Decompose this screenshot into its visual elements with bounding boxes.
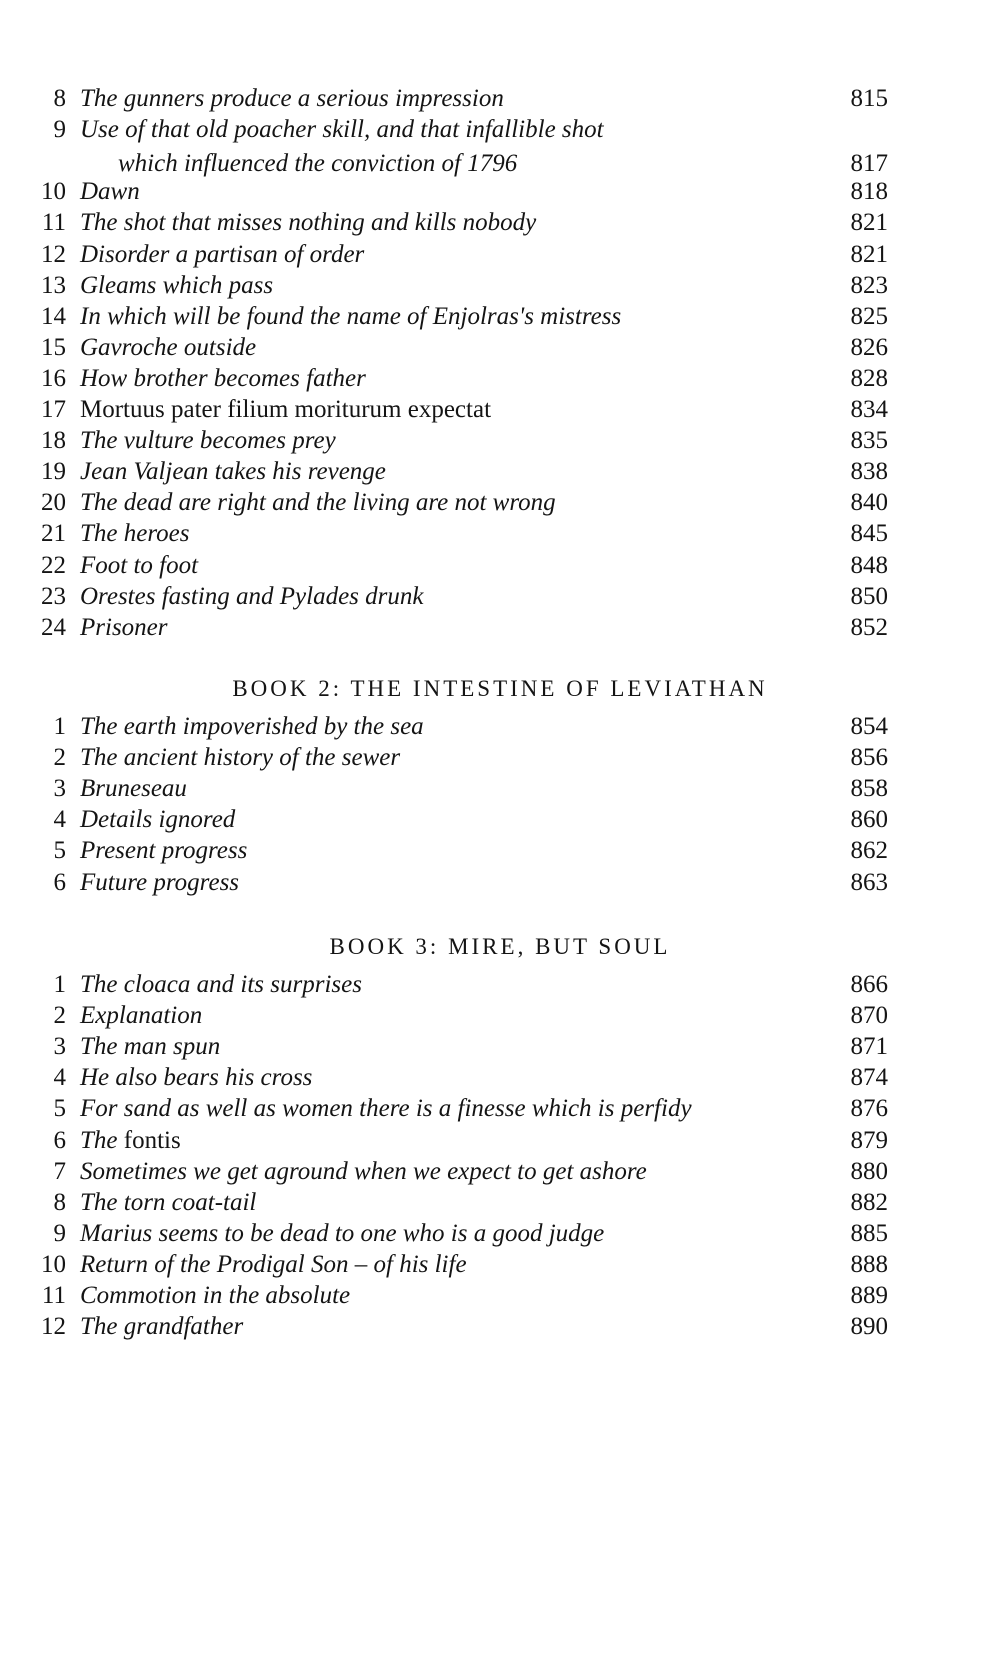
chapter-title-text: Bruneseau bbox=[80, 775, 187, 803]
chapter-title bbox=[80, 206, 536, 240]
toc-entry bbox=[0, 1124, 1000, 1158]
page-number: 890 bbox=[850, 1313, 888, 1341]
toc-entry bbox=[0, 517, 1000, 551]
toc-entry bbox=[0, 999, 1000, 1033]
chapter-number: 14 bbox=[41, 302, 66, 330]
toc-entry bbox=[0, 331, 1000, 365]
chapter-title-text: The earth impoverished by the sea bbox=[80, 713, 424, 740]
toc-entry bbox=[0, 113, 1000, 181]
toc-entry bbox=[0, 1217, 1000, 1251]
toc-entry bbox=[0, 611, 1000, 645]
toc-entry bbox=[0, 393, 1000, 427]
chapter-title bbox=[80, 175, 140, 209]
chapter-number: 19 bbox=[41, 458, 66, 486]
chapter-title bbox=[80, 331, 256, 365]
toc-entry bbox=[0, 362, 1000, 396]
chapter-title-text: How brother becomes father bbox=[80, 364, 366, 392]
page-number: 874 bbox=[850, 1064, 888, 1092]
chapter-number: 13 bbox=[41, 271, 66, 299]
page-number: 840 bbox=[850, 489, 888, 517]
chapter-title bbox=[80, 999, 202, 1033]
chapter-title bbox=[80, 517, 189, 551]
chapter-number: 9 bbox=[53, 1219, 66, 1247]
chapter-title-text: Jean Valjean takes his revenge bbox=[80, 458, 386, 486]
toc-entry bbox=[0, 710, 1000, 744]
toc-entry bbox=[0, 238, 1000, 272]
page-number: 835 bbox=[850, 427, 888, 455]
chapter-title-text: Use of that old poacher skill, and that infallible shot bbox=[80, 116, 604, 144]
chapter-title-text: The ancient history of the sewer bbox=[80, 744, 401, 772]
chapter-title-text: Explanation bbox=[80, 1002, 203, 1030]
chapter-number: 16 bbox=[41, 364, 66, 392]
page-number: 888 bbox=[850, 1250, 888, 1278]
chapter-title bbox=[80, 866, 239, 900]
chapter-number: 10 bbox=[41, 178, 66, 206]
chapter-number: 12 bbox=[41, 240, 66, 268]
chapter-number: 4 bbox=[53, 806, 66, 834]
page-number: 834 bbox=[850, 396, 888, 423]
chapter-number: 8 bbox=[53, 1188, 66, 1216]
page-number: 871 bbox=[850, 1033, 888, 1061]
chapter-title-text: The dead are right and the living are not wrong bbox=[80, 489, 556, 517]
page-number: 821 bbox=[850, 209, 888, 237]
chapter-number: 10 bbox=[41, 1250, 66, 1278]
toc-entry bbox=[0, 1248, 1000, 1282]
chapter-title bbox=[80, 1061, 312, 1095]
chapter-title-text: Disorder a partisan of order bbox=[80, 240, 365, 268]
chapter-number: 24 bbox=[41, 613, 66, 641]
chapter-number: 21 bbox=[41, 520, 66, 548]
chapter-title-roman: fontis bbox=[123, 1126, 181, 1154]
chapter-title bbox=[80, 834, 247, 868]
chapter-title bbox=[80, 1124, 181, 1158]
chapter-number: 8 bbox=[53, 85, 66, 112]
chapter-title-text: Orestes fasting and Pylades drunk bbox=[80, 582, 424, 610]
chapter-title-text: In which will be found the name of Enjolras's mistress bbox=[80, 302, 622, 330]
page-number: 852 bbox=[850, 613, 888, 641]
chapter-title-text: Gleams which pass bbox=[80, 271, 274, 299]
chapter-title-text: Commotion in the absolute bbox=[80, 1282, 351, 1309]
chapter-number: 3 bbox=[53, 1033, 66, 1061]
toc-entry bbox=[0, 549, 1000, 583]
toc-entry bbox=[0, 1310, 1000, 1344]
toc-entry bbox=[0, 300, 1000, 334]
page-number: 879 bbox=[850, 1126, 888, 1154]
chapter-number: 22 bbox=[41, 551, 66, 579]
page-number: 826 bbox=[850, 333, 888, 361]
chapter-title bbox=[80, 1248, 467, 1282]
chapter-number: 1 bbox=[53, 971, 66, 998]
chapter-number: 9 bbox=[53, 116, 66, 144]
chapter-title-continuation: which influenced the conviction of 1796 bbox=[118, 150, 518, 178]
page-number: 882 bbox=[850, 1188, 888, 1216]
toc-entry bbox=[0, 580, 1000, 614]
toc-entry bbox=[0, 1279, 1000, 1313]
chapter-title bbox=[80, 772, 187, 806]
chapter-title-text: He also bears his cross bbox=[80, 1064, 313, 1092]
chapter-title-text: Marius seems to be dead to one who is a good judge bbox=[80, 1219, 605, 1247]
chapter-number: 17 bbox=[41, 396, 66, 423]
chapter-title bbox=[80, 300, 621, 334]
page-number: 856 bbox=[850, 744, 888, 772]
chapter-title-text: Present progress bbox=[80, 837, 248, 865]
toc-entry bbox=[0, 206, 1000, 240]
toc-entry bbox=[0, 803, 1000, 837]
section-heading: BOOK 2: THE INTESTINE OF LEVIATHAN bbox=[232, 676, 768, 701]
toc-entry bbox=[0, 455, 1000, 489]
page-number: 838 bbox=[850, 458, 888, 486]
chapter-number: 15 bbox=[41, 333, 66, 361]
toc-entry bbox=[0, 834, 1000, 868]
page-number: 885 bbox=[850, 1219, 888, 1247]
chapter-title bbox=[80, 580, 423, 614]
toc-entry bbox=[0, 866, 1000, 900]
page-number: 845 bbox=[850, 520, 888, 548]
chapter-title bbox=[80, 486, 556, 520]
toc-entry bbox=[0, 424, 1000, 458]
chapter-number: 23 bbox=[41, 582, 66, 610]
page-number: 815 bbox=[850, 85, 888, 112]
toc-entry bbox=[0, 1061, 1000, 1095]
chapter-title-text: Dawn bbox=[80, 178, 140, 206]
chapter-title bbox=[80, 1217, 604, 1251]
chapter-title bbox=[80, 1186, 256, 1220]
chapter-title-text: Details ignored bbox=[80, 806, 236, 834]
toc-entry bbox=[0, 486, 1000, 520]
page-number: 858 bbox=[850, 775, 888, 803]
chapter-number: 4 bbox=[53, 1064, 66, 1092]
chapter-number: 11 bbox=[41, 209, 66, 237]
chapter-title bbox=[80, 741, 400, 775]
chapter-title bbox=[80, 1030, 220, 1064]
chapter-title bbox=[80, 710, 424, 744]
chapter-title bbox=[80, 455, 386, 489]
page-number: 848 bbox=[850, 551, 888, 579]
page-number: 825 bbox=[850, 302, 888, 330]
page-number: 818 bbox=[850, 178, 888, 206]
chapter-number: 1 bbox=[53, 713, 66, 740]
chapter-number: 2 bbox=[53, 744, 66, 772]
chapter-title bbox=[80, 82, 504, 116]
toc-entry bbox=[0, 1030, 1000, 1064]
chapter-title-text: The shot that misses nothing and kills nobody bbox=[80, 209, 537, 237]
chapter-title bbox=[80, 113, 604, 181]
chapter-number: 6 bbox=[53, 1126, 66, 1154]
chapter-title-text: The man spun bbox=[80, 1033, 221, 1061]
page-number: 850 bbox=[850, 582, 888, 610]
toc-entry bbox=[0, 741, 1000, 775]
chapter-title-text: The bbox=[80, 1126, 118, 1154]
page-number: 817 bbox=[850, 150, 888, 178]
page-number: 870 bbox=[850, 1002, 888, 1030]
toc-entry bbox=[0, 1186, 1000, 1220]
chapter-title-text: The vulture becomes prey bbox=[80, 427, 336, 455]
page-number: 854 bbox=[850, 713, 888, 740]
chapter-title bbox=[80, 1310, 243, 1344]
chapter-title bbox=[80, 424, 336, 458]
chapter-title-text: For sand as well as women there is a finesse which is perfidy bbox=[80, 1095, 692, 1123]
chapter-title-text: The grandfather bbox=[80, 1313, 244, 1341]
page-number: 876 bbox=[850, 1095, 888, 1123]
chapter-title bbox=[80, 393, 491, 427]
toc-entry bbox=[0, 772, 1000, 806]
chapter-number: 6 bbox=[53, 868, 66, 896]
chapter-title bbox=[80, 968, 362, 1002]
chapter-number: 7 bbox=[53, 1157, 66, 1185]
page-number: 828 bbox=[850, 364, 888, 392]
chapter-title bbox=[80, 1279, 350, 1313]
toc-entry bbox=[0, 82, 1000, 116]
page-number: 823 bbox=[850, 271, 888, 299]
chapter-number: 5 bbox=[53, 837, 66, 865]
chapter-title bbox=[80, 269, 273, 303]
toc-entry bbox=[0, 175, 1000, 209]
chapter-number: 12 bbox=[41, 1313, 66, 1341]
chapter-title-text: Gavroche outside bbox=[80, 333, 257, 361]
chapter-title bbox=[80, 362, 366, 396]
chapter-title bbox=[80, 549, 198, 583]
toc-entry bbox=[0, 1155, 1000, 1189]
page-number: 862 bbox=[850, 837, 888, 865]
chapter-title-text: The cloaca and its surprises bbox=[80, 971, 362, 998]
page-number: 860 bbox=[850, 806, 888, 834]
page-number: 880 bbox=[850, 1157, 888, 1185]
chapter-title bbox=[80, 803, 235, 837]
chapter-number: 18 bbox=[41, 427, 66, 455]
toc-entry bbox=[0, 1092, 1000, 1126]
toc-entry bbox=[0, 968, 1000, 1002]
chapter-title bbox=[80, 238, 364, 272]
page-number: 866 bbox=[850, 971, 888, 998]
chapter-title-text: Prisoner bbox=[80, 613, 168, 641]
chapter-number: 3 bbox=[53, 775, 66, 803]
chapter-number: 2 bbox=[53, 1002, 66, 1030]
chapter-title-text: Future progress bbox=[80, 868, 240, 896]
chapter-title-text: The torn coat-tail bbox=[80, 1188, 257, 1216]
chapter-title-text: The heroes bbox=[80, 520, 190, 548]
chapter-number: 20 bbox=[41, 489, 66, 517]
chapter-title-text: Return of the Prodigal Son – of his life bbox=[80, 1250, 467, 1278]
chapter-number: 11 bbox=[41, 1282, 66, 1309]
chapter-title bbox=[80, 1092, 692, 1126]
chapter-title-text: The gunners produce a serious impression bbox=[80, 85, 504, 112]
chapter-title bbox=[80, 611, 168, 645]
chapter-number: 5 bbox=[53, 1095, 66, 1123]
chapter-title bbox=[80, 1155, 647, 1189]
page-number: 821 bbox=[850, 240, 888, 268]
chapter-title-text: Mortuus pater filium moriturum expectat bbox=[80, 396, 492, 423]
chapter-title-text: Sometimes we get aground when we expect to get ashore bbox=[80, 1157, 647, 1185]
page-number: 863 bbox=[850, 868, 888, 896]
page-number: 889 bbox=[850, 1282, 888, 1309]
section-heading: BOOK 3: MIRE, BUT SOUL bbox=[329, 934, 671, 959]
toc-entry bbox=[0, 269, 1000, 303]
chapter-title-text: Foot to foot bbox=[80, 551, 199, 579]
